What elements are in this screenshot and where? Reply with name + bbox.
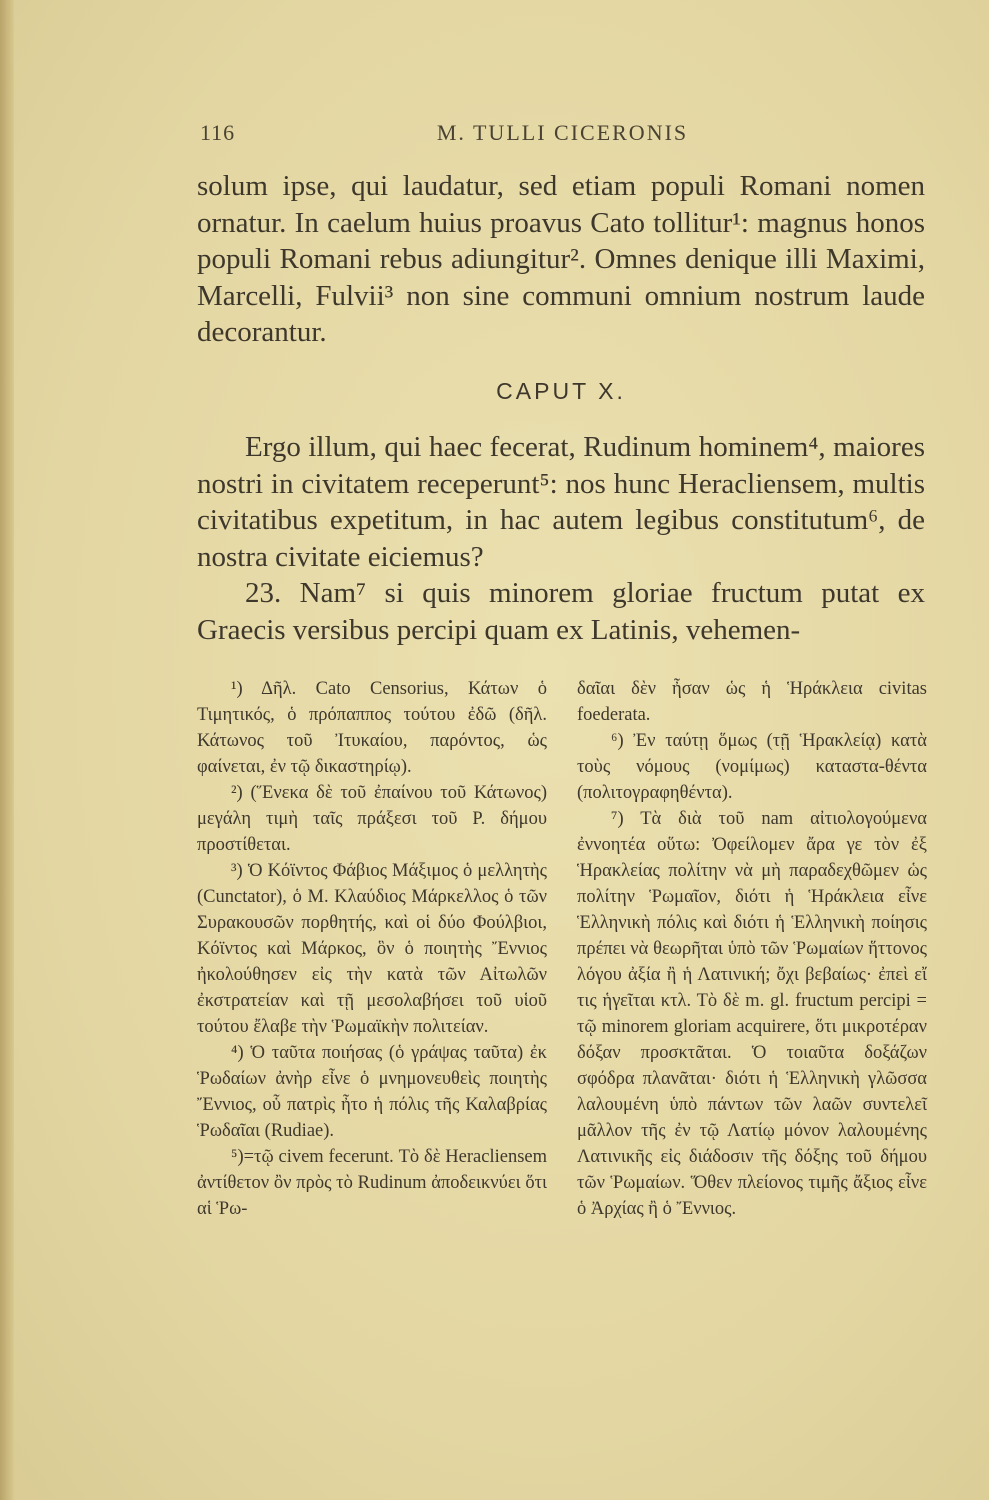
chapter-heading: CAPUT X.: [496, 377, 626, 404]
footnotes-right-column: [577, 676, 927, 1222]
page-edge: [0, 0, 14, 1500]
footnote-5-continued: δαῖαι δὲν ἦσαν ὡς ἡ Ἡράκλεια civitas foederata.: [577, 679, 927, 725]
footnotes-left-column: [197, 676, 547, 1222]
paragraph-2: Ergo illum, qui haec fecerat, Rudinum hominem⁴, maiores nostri in civitatem receperunt⁵: nos hunc Heracliensem, multis civitatibus expetitum, in hac autem legibus constitutum⁶, de nostra civitate eiciemus?: [197, 431, 925, 573]
footnote-6: ⁶) Ἐν ταύτῃ ὅμως (τῇ Ἡρακλείᾳ) κατὰ τοὺς νόμους (νομίμως) καταστα-θέντα (πολιτογραφηθέντα).: [577, 731, 927, 803]
footnote-7: ⁷) Τὰ διὰ τοῦ nam αἰτιολογούμενα ἐννοητέα οὕτω: Ὀφείλομεν ἄρα γε τὸν ἐξ Ἡρακλείας πολίτην νὰ μὴ παραδεχθῶμεν ὡς πολίτην Ῥωμαῖον, διότι ἡ Ἡράκλεια εἶνε Ἑλληνικὴ πόλις καὶ διότι ἡ Ἑλληνικὴ ποίησις πρέπει νὰ θεωρῆται ὑπὸ τῶν Ῥωμαίων ἥττονος λόγου ἀξία ἢ ἡ Λατινική; ὄχι βεβαίως· ἐπεὶ εἴ τις ἡγεῖται κτλ. Τὸ δὲ m. gl. fructum percipi = τῷ minorem gloriam acquirere, ὅτι μικροτέραν δόξαν προσκτᾶται. Ὁ τοιαῦτα δοξάζων σφόδρα πλανᾶται· διότι ἡ Ἑλληνικὴ γλῶσσα λαλουμένη ὑπὸ πάντων τῶν λαῶν συντελεῖ μᾶλλον τῆς ἐν τῷ Λατίῳ μόνον λαλουμένης Λατινικῆς εἰς διάδοσιν τῆς δόξης τοῦ δήμου τῶν Ῥωμαίων. Ὅθεν πλείονος τιμῆς ἄξιος εἶνε ὁ Ἀρχίας ἢ ὁ Ἔννιος.: [577, 809, 927, 1219]
footnote-4: ⁴) Ὁ ταῦτα ποιήσας (ὁ γράψας ταῦτα) ἐκ Ῥωδαίων ἀνὴρ εἶνε ὁ μνημονευθεὶς ποιητὴς Ἔννιος, οὗ πατρὶς ἦτο ἡ πόλις τῆς Καλαβρίας Ῥωδαῖαι (Rudiae).: [197, 1043, 547, 1141]
footnote-3: ³) Ὁ Κόϊντος Φάβιος Μάξιμος ὁ μελλητὴς (Cunctator), ὁ Μ. Κλαύδιος Μάρκελλος ὁ τῶν Συρακουσῶν πορθητής, καὶ οἱ δύο Φούλβιοι, Κόϊντος καὶ Μάρκος, ὃν ὁ ποιητὴς Ἔννιος ἠκολούθησεν εἰς τὴν κατὰ τῶν Αἰτωλῶν ἐκστρατείαν καὶ τῇ μεσολαβήσει τοῦ υἱοῦ τούτου ἔλαβε τὴν Ῥωμαϊκὴν πολιτείαν.: [197, 861, 547, 1037]
footnotes: [197, 676, 927, 1376]
footnote-1: ¹) Δῆλ. Cato Censorius, Κάτων ὁ Τιμητικός, ὁ πρόπαππος τούτου ἐδῶ (δῆλ. Κάτωνος τοῦ Ἰτυκαίου, παρόντος, ὡς φαίνεται, ἐν τῷ δικαστηρίῳ).: [197, 679, 547, 777]
main-text: [197, 168, 925, 648]
running-head: [200, 120, 925, 150]
paragraph-3: 23. Nam⁷ si quis minorem gloriae fructum putat ex Graecis versibus percipi quam ex Latinis, vehemen-: [197, 577, 925, 646]
page-number: 116: [200, 120, 236, 145]
footnote-2: ²) (Ἕνεκα δὲ τοῦ ἐπαίνου τοῦ Κάτωνος) μεγάλη τιμὴ ταῖς πράξεσι τοῦ Ρ. δήμου προστίθεται.: [197, 783, 547, 855]
paragraph-1: solum ipse, qui laudatur, sed etiam populi Romani nomen ornatur. In caelum huius proavus Cato tollitur¹: magnus honos populi Romani rebus adiungitur². Omnes denique illi Maximi, Marcelli, Fulvii³ non sine communi omnium nostrum laude decorantur.: [197, 170, 925, 348]
footnote-5: ⁵)=τῷ civem fecerunt. Τὸ δὲ Heracliensem ἀντίθετον ὂν πρὸς τὸ Rudinum ἀποδεικνύει ὅτι αἱ Ῥω-: [197, 1147, 547, 1219]
running-title: M. TULLI CICERONIS: [436, 120, 689, 145]
